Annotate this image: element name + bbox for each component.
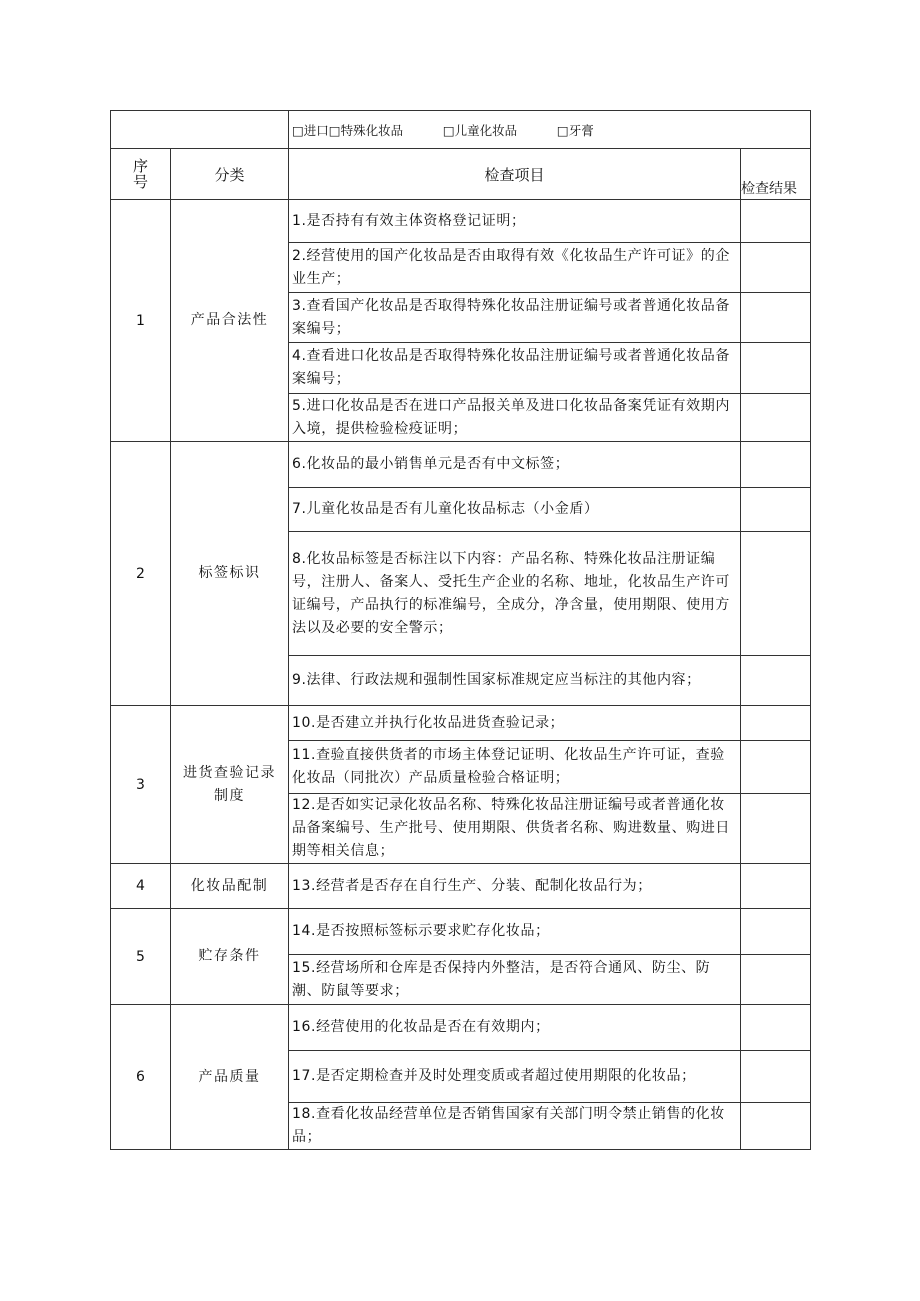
header-item: 检查项目 (289, 149, 741, 200)
check-item: 8.化妆品标签是否标注以下内容：产品名称、特殊化妆品注册证编号，注册人、备案人、受托生产企业的名称、地址，化妆品生产许可证编号，产品执行的标准编号，全成分，净含量，使用期限、使用方法以及必要的安全警示； (289, 532, 741, 656)
group-number: 5 (111, 909, 171, 1005)
group-category-label: 贮存条件 (198, 948, 261, 964)
group-number: 1 (111, 200, 171, 442)
product-type-options: □进口□特殊化妆品 □儿童化妆品 □牙膏 (289, 111, 811, 149)
group-category (171, 706, 289, 864)
check-item: 7.儿童化妆品是否有儿童化妆品标志（小金盾） (289, 488, 741, 532)
table-row (111, 864, 811, 909)
result-cell[interactable] (741, 532, 811, 656)
result-cell[interactable] (741, 794, 811, 864)
check-item: 1.是否持有有效主体资格登记证明； (289, 200, 741, 243)
check-item: 2.经营使用的国产化妆品是否由取得有效《化妆品生产许可证》的企业生产； (289, 243, 741, 293)
table-row (111, 442, 811, 488)
result-cell[interactable] (741, 741, 811, 794)
group-number: 6 (111, 1005, 171, 1150)
result-cell[interactable] (741, 1051, 811, 1103)
check-item: 10.是否建立并执行化妆品进货查验记录； (289, 706, 741, 741)
result-cell[interactable] (741, 293, 811, 343)
group-category (171, 864, 289, 909)
result-cell[interactable] (741, 343, 811, 394)
header-seq (111, 149, 171, 200)
check-item: 11.查验直接供货者的市场主体登记证明、化妆品生产许可证，查验化妆品（同批次）产品质量检验合格证明； (289, 741, 741, 794)
check-item: 4.查看进口化妆品是否取得特殊化妆品注册证编号或者普通化妆品备案编号； (289, 343, 741, 394)
header-result: 检查结果 (741, 149, 811, 200)
group-category-label: 产品合法性 (190, 312, 269, 328)
check-item: 12.是否如实记录化妆品名称、特殊化妆品注册证编号或者普通化妆品备案编号、生产批号、使用期限、供货者名称、购进数量、购进日期等相关信息； (289, 794, 741, 864)
group-number: 4 (111, 864, 171, 909)
group-category-label: 标签标识 (198, 565, 261, 581)
product-type-blank-cell (111, 111, 289, 149)
group-number: 2 (111, 442, 171, 706)
table-row (111, 706, 811, 741)
result-cell[interactable] (741, 1103, 811, 1150)
check-item: 9.法律、行政法规和强制性国家标准规定应当标注的其他内容； (289, 656, 741, 706)
table-row (111, 200, 811, 243)
result-cell[interactable] (741, 706, 811, 741)
result-cell[interactable] (741, 488, 811, 532)
table-row (111, 1005, 811, 1051)
check-item: 16.经营使用的化妆品是否在有效期内； (289, 1005, 741, 1051)
check-item: 3.查看国产化妆品是否取得特殊化妆品注册证编号或者普通化妆品备案编号； (289, 293, 741, 343)
product-type-row (111, 111, 811, 149)
group-category-label: 进货查验记录制度 (183, 764, 276, 804)
inspection-table (110, 110, 811, 1150)
group-category (171, 909, 289, 1005)
check-item: 13.经营者是否存在自行生产、分装、配制化妆品行为； (289, 864, 741, 909)
result-cell[interactable] (741, 864, 811, 909)
group-category-label: 产品质量 (198, 1068, 261, 1085)
result-cell[interactable] (741, 442, 811, 488)
check-item: 5.进口化妆品是否在进口产品报关单及进口化妆品备案凭证有效期内入境，提供检验检疫证明； (289, 394, 741, 442)
header-seq-label: 序号 (132, 157, 148, 191)
inspection-table-body (111, 111, 811, 1150)
table-row (111, 909, 811, 955)
header-row (111, 149, 811, 200)
header-category: 分类 (171, 149, 289, 200)
result-cell[interactable] (741, 200, 811, 243)
check-item: 14.是否按照标签标示要求贮存化妆品； (289, 909, 741, 955)
result-cell[interactable] (741, 656, 811, 706)
check-item: 6.化妆品的最小销售单元是否有中文标签； (289, 442, 741, 488)
result-cell[interactable] (741, 955, 811, 1005)
group-number: 3 (111, 706, 171, 864)
result-cell[interactable] (741, 243, 811, 293)
check-item: 18.查看化妆品经营单位是否销售国家有关部门明令禁止销售的化妆品； (289, 1103, 741, 1150)
group-category (171, 200, 289, 442)
result-cell[interactable] (741, 909, 811, 955)
result-cell[interactable] (741, 394, 811, 442)
group-category (171, 1005, 289, 1150)
group-category-label: 化妆品配制 (190, 877, 269, 894)
group-category (171, 442, 289, 706)
result-cell[interactable] (741, 1005, 811, 1051)
check-item: 15.经营场所和仓库是否保持内外整洁，是否符合通风、防尘、防潮、防鼠等要求； (289, 955, 741, 1005)
check-item: 17.是否定期检查并及时处理变质或者超过使用期限的化妆品； (289, 1051, 741, 1103)
